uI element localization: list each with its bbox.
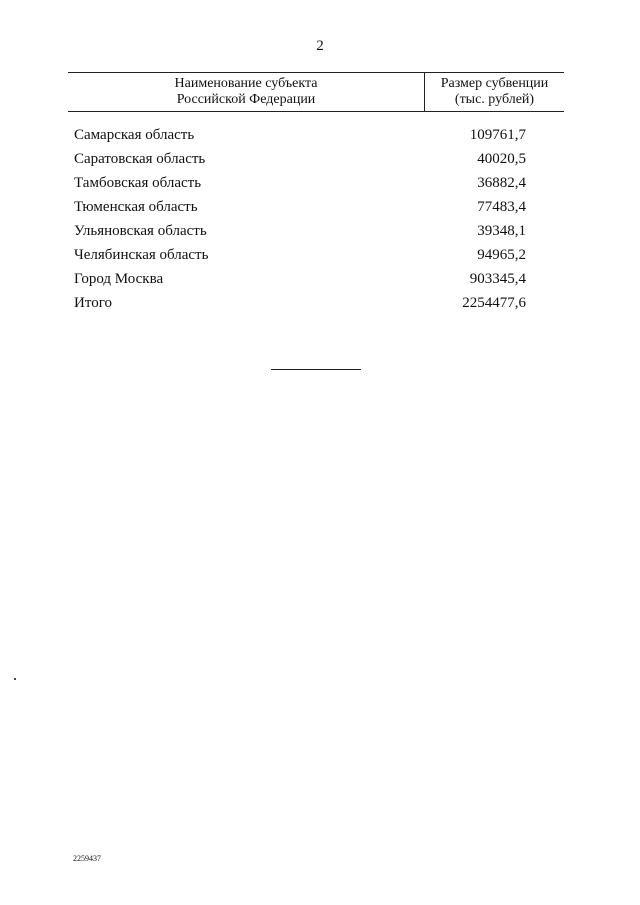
header-value-column	[425, 73, 564, 111]
region-name: Тюменская область	[74, 199, 198, 215]
region-name: Саратовская область	[74, 151, 206, 167]
region-name: Ульяновская область	[74, 223, 207, 239]
table-row	[68, 126, 564, 150]
region-name: Самарская область	[74, 127, 195, 143]
subvention-value: 40020,5	[477, 151, 526, 167]
total-value: 2254477,6	[462, 295, 526, 311]
region-name: Челябинская область	[74, 247, 209, 263]
document-code: 2259437	[73, 854, 101, 863]
table-row	[68, 174, 564, 198]
table-row	[68, 270, 564, 294]
total-label: Итого	[74, 295, 112, 311]
subvention-value: 903345,4	[469, 271, 526, 287]
subvention-value: 109761,7	[469, 127, 526, 143]
table-row	[68, 246, 564, 270]
header-name-column	[68, 73, 424, 111]
subvention-value: 77483,4	[477, 199, 526, 215]
table-row-total	[68, 294, 564, 318]
closing-divider-line	[271, 369, 361, 370]
page-number: 2	[316, 38, 324, 54]
header-value-line2: (тыс. рублей)	[454, 92, 535, 107]
subvention-table	[68, 72, 564, 311]
table-header	[68, 72, 564, 112]
header-name-line1: Наименование субъекта	[174, 76, 318, 91]
header-name-line2: Российской Федерации	[176, 92, 316, 107]
subvention-value: 36882,4	[477, 175, 526, 191]
table-row	[68, 198, 564, 222]
table-body	[68, 126, 564, 318]
table-row	[68, 222, 564, 246]
table-row	[68, 150, 564, 174]
region-name: Тамбовская область	[74, 175, 202, 191]
scan-speck	[14, 678, 16, 680]
subvention-value: 94965,2	[477, 247, 526, 263]
subvention-value: 39348,1	[477, 223, 526, 239]
header-value-line1: Размер субвенции	[440, 76, 549, 91]
region-name: Город Москва	[74, 271, 164, 287]
